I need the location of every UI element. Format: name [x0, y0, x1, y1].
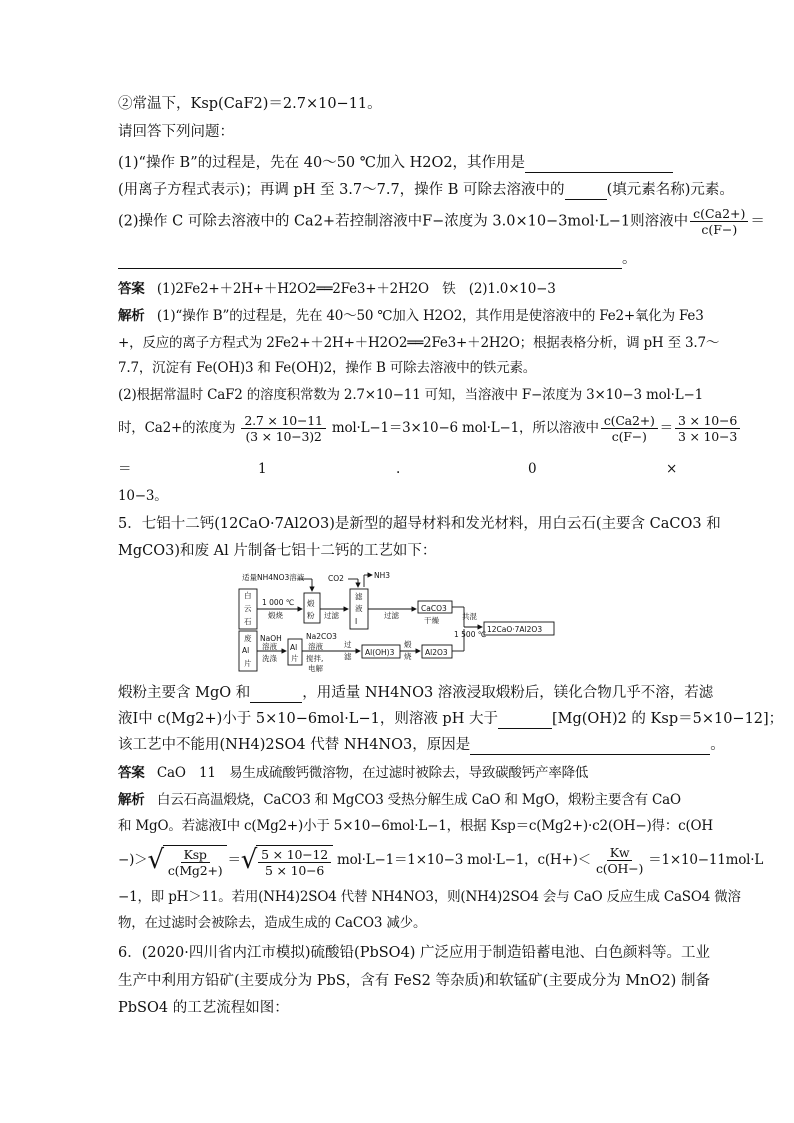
- powder-char-2: 粉: [307, 611, 315, 620]
- q4-part2-line2: 。: [118, 249, 637, 269]
- filtrate-char-2: 液: [355, 604, 363, 613]
- product-label: 12CaO·7Al2O3: [487, 625, 543, 634]
- co2-label: CO2: [328, 574, 344, 583]
- filter-label: 过滤: [324, 611, 339, 620]
- q4-answer: 答案 (1)2Fe2+＋2H+＋H2O2══2Fe3+＋2H2O 铁 (2)1.0×10−3: [118, 281, 556, 297]
- mix-label: 共混: [462, 612, 477, 621]
- na2co3-label: Na2CO3: [306, 632, 337, 641]
- wash-label: 洗涤: [262, 654, 277, 663]
- electrolysis-label: 电解: [308, 664, 323, 673]
- stir-label: 搅拌,: [306, 654, 324, 663]
- filter3-char-1: 过: [344, 640, 352, 649]
- q4-analysis-line3: 7.7，沉淀有 Fe(OH)3 和 Fe(OH)2，操作 B 可除去溶液中的铁元素。: [118, 360, 537, 376]
- q4-analysis-line1: 解析 (1)“操作 B”的过程是，先在 40～50 ℃加入 H2O2，其作用是使溶液中的 Fe2+氧化为 Fe3: [118, 308, 704, 324]
- ratio-fraction-2: $\frac{c(Ca2+)}{c(F-)}$: [601, 413, 658, 444]
- q5-question-line3: 该工艺中不能用(NH4)2SO4 代替 NH4NO3，原因是 。: [118, 737, 725, 753]
- q4-analysis-line2: +，反应的离子方程式为 2Fe2+＋2H+＋H2O2══2Fe3+＋2H2O；根据表格分析，调 pH 至 3.7～: [118, 335, 720, 351]
- calcine2-char-2: 烧: [404, 652, 412, 661]
- q5-analysis-line1: 解析 白云石高温煅烧，CaCO3 和 MgCO3 受热分解生成 CaO 和 MgO，煅粉主要含有 CaO: [118, 792, 681, 808]
- waste-char-2: Al: [242, 646, 250, 655]
- calcine2-char-1: 煅: [404, 640, 412, 649]
- q5-analysis-line4: −1，即 pH＞11。若用(NH4)2SO4 代替 NH4NO3，则(NH4)2SO4 会与 CaO 反应生成 CaSO4 微溶: [118, 889, 741, 905]
- kw-fraction: $\frac{Kw}{c(OH-)}$: [595, 844, 644, 876]
- q6-stem-line1: 6．(2020·四川省内江市模拟)硫酸铅(PbSO4) 广泛应用于制造铅蓄电池、白色颜料等。工业: [118, 945, 711, 961]
- q4-analysis-line7: 10−3。: [118, 488, 168, 504]
- concentration-fraction: $\frac{2.7 \times 10-11}{(3 \times 10-3)2}$: [241, 413, 325, 444]
- waste-char-1: 废: [244, 634, 252, 643]
- q4-part1-line2: (用离子方程式表示)；再调 pH 至 3.7～7.7，操作 B 可除去溶液中的 (填元素名称)元素。: [118, 182, 734, 198]
- q5-analysis-line3: −)＞ √ $\frac{\text{Ksp}}{c(Mg2+)}$ ＝ √ $\frac{5 \times 10-12}{5 \times 10-6}$ mol·L−1＝1×10−3 mol·L−1，c(H+)＜ $\frac{Kw}{c(OH-)}$ ＝1×10−11mol·L: [118, 841, 763, 879]
- al-char-2: 片: [291, 654, 299, 663]
- q4-analysis-line5: 时，Ca2+的浓度为 $\frac{2.7 \times 10-11}{(3 \times 10-3)2}$ mol·L−1＝3×10−6 mol·L−1，所以溶液中 $\frac{c(Ca2+)}{c(F-)}$ ＝ $\frac{3 \times 10-6}{3 \times 10-3}$: [118, 413, 742, 444]
- al2o3-label: Al2O3: [425, 648, 448, 657]
- dolomite-char-1: 白: [244, 591, 252, 600]
- al-char-1: Al: [290, 643, 298, 652]
- filter2-label: 过滤: [384, 611, 399, 620]
- naoh-solution: 溶液: [262, 642, 277, 651]
- q5-answer: 答案 CaO 11 易生成硫酸钙微溶物，在过滤时被除去，导致碳酸钙产率降低: [118, 765, 589, 781]
- q5-question-line1: 煅粉主要含 MgO 和 ，用适量 NH4NO3 溶液浸取煅粉后，镁化合物几乎不溶，若滤: [118, 685, 714, 701]
- ratio-value-fraction: $\frac{3 \times 10-6}{3 \times 10-3}$: [675, 413, 740, 444]
- dry-label: 干燥: [424, 616, 439, 625]
- waste-char-3: 片: [244, 659, 252, 668]
- condition-line: ②常温下，Ksp(CaF2)＝2.7×10−11。: [118, 96, 382, 112]
- na2co3-solution: 溶液: [308, 642, 323, 651]
- q5-question-line2: 液Ⅰ中 c(Mg2+)小于 5×10−6mol·L−1，则溶液 pH 大于 [Mg(OH)2 的 Ksp＝5×10−12]；: [118, 711, 784, 727]
- dolomite-char-2: 云: [244, 604, 252, 613]
- filtrate-char-3: Ⅰ: [355, 617, 358, 626]
- caco3-label: CaCO3: [421, 604, 447, 613]
- filtrate-char-1: 滤: [355, 592, 363, 601]
- nh3-label: NH3: [374, 571, 391, 580]
- sqrt-expression-2: √ $\frac{5 \times 10-12}{5 \times 10-6}$: [241, 841, 333, 879]
- q6-stem-line3: PbSO4 的工艺流程如图：: [118, 1000, 289, 1016]
- calcine-label: 煅烧: [268, 611, 283, 620]
- prompt-line: 请回答下列问题：: [118, 124, 234, 140]
- aloh3-label: Al(OH)3: [365, 648, 395, 657]
- process-flow-diagram: [236, 571, 556, 679]
- q4-part1-line1: (1)“操作 B”的过程是，先在 40～50 ℃加入 H2O2，其作用是: [118, 153, 673, 173]
- q5-analysis-line5: 物，在过滤时会被除去，造成生成的 CaCO3 减少。: [118, 915, 427, 931]
- q4-part2-line1: (2)操作 C 可除去溶液中的 Ca2+若控制溶液中F−浓度为 3.0×10−3mol·L−1则溶液中 $\frac{c(Ca2+)}{c(F-)}$ ＝: [118, 206, 765, 237]
- powder-char-1: 煅: [307, 599, 315, 608]
- q5-stem-line1: 5．七铝十二钙(12CaO·7Al2O3)是新型的超导材料和发光材料，用白云石(主要含 CaCO3 和: [118, 516, 721, 532]
- temp2-label: 1 500 ℃: [454, 630, 487, 639]
- naoh-label: NaOH: [260, 634, 282, 643]
- q5-stem-line2: MgCO3)和废 Al 片制备七铝十二钙的工艺如下：: [118, 543, 437, 559]
- sqrt-expression-1: √ $\frac{\text{Ksp}}{c(Mg2+)}$: [147, 841, 227, 879]
- q4-analysis-line4: (2)根据常温时 CaF2 的溶度积常数为 2.7×10−11 可知，当溶液中 F−浓度为 3×10−3 mol·L−1: [118, 387, 704, 403]
- filter3-char-2: 滤: [344, 652, 352, 661]
- ratio-fraction: $\frac{c(Ca2+)}{c(F-)}$: [690, 206, 748, 237]
- q5-analysis-line2: 和 MgO。若滤液Ⅰ中 c(Mg2+)小于 5×10−6mol·L−1，根据 Ksp＝c(Mg2+)·c2(OH−)得：c(OH: [118, 818, 713, 834]
- dolomite-char-3: 石: [244, 617, 252, 626]
- temp1-label: 1 000 ℃: [262, 598, 295, 607]
- reagent-label: 适量NH4NO3溶液: [242, 573, 305, 582]
- q6-stem-line2: 生产中利用方铅矿(主要成分为 PbS，含有 FeS2 等杂质)和软锰矿(主要成分为 MnO2) 制备: [118, 973, 710, 989]
